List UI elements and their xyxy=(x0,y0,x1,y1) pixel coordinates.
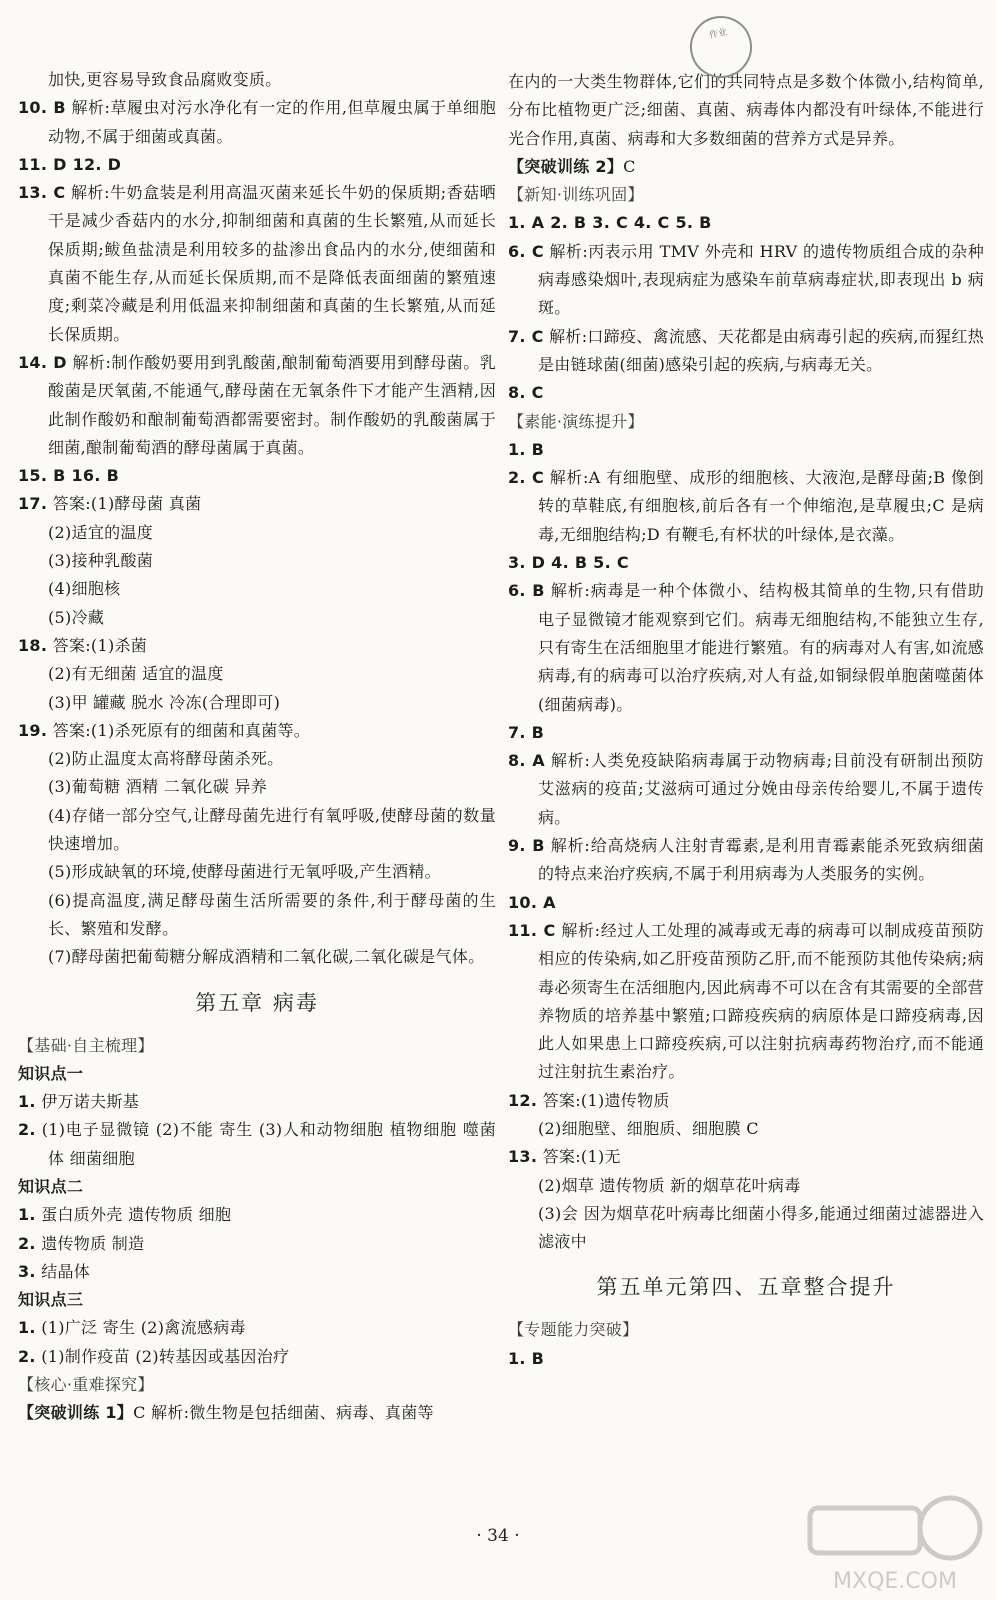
answer-line xyxy=(18,802,496,859)
item-text: 解析:牛奶盒装是利用高温灭菌来延长牛奶的保质期;香菇晒干是减少香菇内的水分,抑制细菌和真菌的生长繁殖,从而延长保质期;鲅鱼盐渍是利用较多的盐渗出食品内的水分,使细菌和真菌不能生存,从而延长保质期,而不是降低表面细菌的繁殖速度;剩菜冷藏是利用低温来抑制细菌和真菌的生长繁殖,从而延长保质期。 xyxy=(48,183,496,344)
answer-line xyxy=(18,660,496,688)
item-number: 6. B xyxy=(508,581,545,601)
answer-line xyxy=(508,1087,984,1115)
answer-line xyxy=(508,238,984,323)
answer-line xyxy=(18,689,496,717)
item-text: (1)电子显微镜 (2)不能 寄生 (3)人和动物细胞 植物细胞 噬菌体 细菌细胞 xyxy=(35,1120,496,1168)
item-text: (2)烟草 遗传物质 新的烟草花叶病毒 xyxy=(538,1175,801,1195)
item-number: 【突破训练 1】 xyxy=(18,1403,134,1423)
answer-line xyxy=(508,1115,984,1143)
item-text: 结晶体 xyxy=(35,1261,91,1281)
item-number: 6. C xyxy=(508,241,544,261)
answer-line xyxy=(508,1200,984,1257)
section-heading: 【专题能力突破】 xyxy=(508,1320,639,1340)
item-text: (7)酵母菌把葡萄糖分解成酒精和二氧化碳,二氧化碳是气体。 xyxy=(48,947,485,967)
answer-line xyxy=(508,323,984,380)
item-number: 1. xyxy=(18,1092,36,1112)
answer-line xyxy=(18,604,496,632)
stamp-text: 作业 xyxy=(708,27,729,42)
answer-line xyxy=(18,349,496,462)
item-text: 解析:口蹄疫、禽流感、天花都是由病毒引起的疾病,而猩红热是由链球菌(细菌)感染引起的疾病,与病毒无关。 xyxy=(538,326,984,374)
item-number: 12. xyxy=(508,1090,538,1110)
answer-line xyxy=(18,1088,496,1116)
chapter-title: 第五章 病毒 xyxy=(195,990,319,1015)
section-heading: 【新知·训练巩固】 xyxy=(508,185,644,205)
item-number: 19. xyxy=(18,720,48,740)
answer-line xyxy=(508,68,984,153)
answer-line xyxy=(18,547,496,575)
left-column xyxy=(18,66,496,1428)
item-text: (2)适宜的温度 xyxy=(48,522,154,542)
item-text: 答案:(1)无 xyxy=(537,1147,621,1167)
item-number: 13. C xyxy=(18,183,66,203)
item-text: (3)接种乳酸菌 xyxy=(48,551,154,571)
answer-line xyxy=(508,1345,984,1373)
knowledge-point-heading: 知识点三 xyxy=(18,1290,84,1310)
item-number: 9. B xyxy=(508,836,545,856)
item-number: 1. A 2. B 3. C 4. C 5. B xyxy=(508,213,712,233)
item-text: C 解析:微生物是包括细菌、病毒、真菌等 xyxy=(133,1403,434,1423)
item-number: 8. A xyxy=(508,751,545,771)
answer-line xyxy=(508,747,984,832)
item-text: 加快,更容易导致食品腐败变质。 xyxy=(48,70,282,89)
item-text: (1)广泛 寄生 (2)禽流感病毒 xyxy=(35,1318,246,1338)
right-column xyxy=(508,68,984,1373)
item-number: 10. B xyxy=(18,98,66,118)
answer-line xyxy=(18,1201,496,1229)
knowledge-point-heading: 知识点二 xyxy=(18,1176,84,1196)
item-number: 13. xyxy=(508,1147,538,1167)
answer-line xyxy=(508,379,984,407)
item-number: 1. B xyxy=(508,439,545,459)
item-text: (3)会 因为烟草花叶病毒比细菌小得多,能通过细菌过滤器进入滤液中 xyxy=(538,1203,984,1252)
answer-line xyxy=(508,719,984,747)
item-text: (3)甲 罐藏 脱水 冷冻(合理即可) xyxy=(48,692,281,712)
item-number: 2. xyxy=(18,1346,36,1366)
item-number: 1. xyxy=(18,1318,36,1338)
item-number: 11. C xyxy=(508,920,556,940)
answer-line xyxy=(508,1143,984,1171)
answer-line xyxy=(18,490,496,518)
item-text: (2)防止温度太高将酵母菌杀死。 xyxy=(48,749,284,769)
item-text: 答案:(1)杀死原有的细菌和真菌等。 xyxy=(47,720,311,740)
item-number: 2. C xyxy=(508,468,545,488)
item-number: 3. xyxy=(18,1261,36,1281)
answer-line xyxy=(18,717,496,745)
item-text: 解析:丙表示用 TMV 外壳和 HRV 的遗传物质组合成的杂种病毒感染烟叶,表现病症为感染车前草病毒症状,即表现出 b 病斑。 xyxy=(538,241,984,318)
answer-line xyxy=(18,632,496,660)
item-number: 15. B 16. B xyxy=(18,466,120,486)
item-number: 1. xyxy=(18,1205,36,1225)
item-text: 解析:人类免疫缺陷病毒属于动物病毒;目前没有研制出预防艾滋病的疫苗;艾滋病可通过分娩由母亲传给婴儿,不属于遗传病。 xyxy=(538,751,984,827)
answer-line xyxy=(508,889,984,917)
item-text: 蛋白质外壳 遗传物质 细胞 xyxy=(35,1205,232,1225)
answer-line xyxy=(18,575,496,603)
answer-line xyxy=(18,745,496,773)
section-heading: 【素能·演练提升】 xyxy=(508,411,644,431)
item-text: (5)形成缺氧的环境,使酵母菌进行无氧呼吸,产生酒精。 xyxy=(48,862,441,882)
item-number: 14. D xyxy=(18,352,67,372)
answer-line xyxy=(508,153,984,181)
answer-line xyxy=(18,462,496,490)
answer-line xyxy=(18,773,496,801)
item-text: (4)细胞核 xyxy=(48,579,121,599)
answer-line xyxy=(508,1172,984,1200)
item-text: 伊万诺夫斯基 xyxy=(35,1092,139,1112)
item-text: 答案:(1)酵母菌 真菌 xyxy=(47,494,202,514)
answer-line xyxy=(18,519,496,547)
item-text: (5)冷藏 xyxy=(48,607,105,627)
section-heading: 【基础·自主梳理】 xyxy=(18,1035,154,1055)
item-text: 遗传物质 制造 xyxy=(35,1233,145,1253)
item-number: 2. xyxy=(18,1233,36,1253)
item-number: 2. xyxy=(18,1120,36,1140)
item-text: 在内的一大类生物群体,它们的共同特点是多数个体微小,结构简单,分布比植物更广泛;细菌、真菌、病毒体内都没有叶绿体,不能进行光合作用,真菌、病毒和大多数细菌的营养方式是异养。 xyxy=(508,72,984,148)
answer-line xyxy=(18,887,496,944)
item-number: 10. A xyxy=(508,892,556,912)
answer-line xyxy=(18,1230,496,1258)
watermark-text: MXQE.COM xyxy=(833,1569,957,1594)
answer-line xyxy=(18,94,496,151)
answer-line xyxy=(18,1116,496,1173)
answer-line xyxy=(18,66,496,94)
item-number: 17. xyxy=(18,494,48,514)
item-text: (4)存储一部分空气,让酵母菌先进行有氧呼吸,使酵母菌的数量快速增加。 xyxy=(48,805,496,854)
answer-line xyxy=(18,1343,496,1371)
answer-line xyxy=(508,436,984,464)
item-text: (6)提高温度,满足酵母菌生活所需要的条件,利于酵母菌的生长、繁殖和发酵。 xyxy=(48,890,496,938)
answer-line xyxy=(18,179,496,349)
item-text: 解析:病毒是一种个体微小、结构极其简单的生物,只有借助电子显微镜才能观察到它们。病毒无细胞结构,不能独立生存,只有寄生在活细胞里才能进行繁殖。有的病毒对人有害,如流感病毒,有的病毒可以治疗疾病,对人有益,如铜绿假单胞菌噬菌体(细菌病毒)。 xyxy=(538,581,984,714)
page-number: · 34 · xyxy=(476,1526,520,1546)
item-number: 7. B xyxy=(508,722,545,742)
item-text: 解析:A 有细胞壁、成形的细胞核、大液泡,是酵母菌;B 像倒转的草鞋底,有细胞核,前后各有一个伸缩泡,是草履虫;C 是病毒,无细胞结构;D 有鞭毛,有杯状的叶绿体,是衣藻。 xyxy=(538,468,984,544)
item-text: 解析:草履虫对污水净化有一定的作用,但草履虫属于单细胞动物,不属于细菌或真菌。 xyxy=(48,98,496,146)
answer-line xyxy=(18,858,496,886)
item-text: (1)制作疫苗 (2)转基因或基因治疗 xyxy=(35,1346,290,1366)
item-text: 答案:(1)遗传物质 xyxy=(537,1090,670,1110)
item-text: 答案:(1)杀菌 xyxy=(47,635,148,655)
answer-line xyxy=(508,832,984,889)
item-number: 3. D 4. B 5. C xyxy=(508,553,629,573)
item-text: (2)有无细菌 适宜的温度 xyxy=(48,664,224,684)
item-text: (3)葡萄糖 酒精 二氧化碳 异养 xyxy=(48,777,268,797)
item-text: 解析:制作酸奶要用到乳酸菌,酿制葡萄酒要用到酵母菌。乳酸菌是厌氧菌,不能通气,酵母菌在无氧条件下才能产生酒精,因此制作酸奶和酿制葡萄酒都需要密封。制作酸奶的乳酸菌属于细菌,酿制葡萄酒的酵母菌属于真菌。 xyxy=(48,352,496,457)
chapter-title: 第五单元第四、五章整合提升 xyxy=(596,1275,896,1300)
answer-line xyxy=(18,151,496,179)
answer-line xyxy=(18,1399,496,1427)
answer-line xyxy=(508,464,984,549)
answer-line xyxy=(18,1314,496,1342)
answer-line xyxy=(18,943,496,971)
item-number: 7. C xyxy=(508,326,544,346)
knowledge-point-heading: 知识点一 xyxy=(18,1063,84,1083)
item-text: 解析:给高烧病人注射青霉素,是利用青霉素能杀死致病细菌的特点来治疗疾病,不属于利用病毒为人类服务的实例。 xyxy=(538,836,984,884)
answer-line xyxy=(508,209,984,237)
answer-line xyxy=(508,549,984,577)
item-text: 解析:经过人工处理的减毒或无毒的病毒可以制成疫苗预防相应的传染病,如乙肝疫苗预防乙肝,而不能预防其他传染病;病毒必须寄生在活细胞内,因此病毒不可以在含有其需要的全部营养物质的培养基中繁殖;口蹄疫疾病的病原体是口蹄疫病毒,因此人如果患上口蹄疫疾病,可以注射抗病毒药物治疗,而不能通过注射抗生素治疗。 xyxy=(538,920,985,1082)
answer-line xyxy=(508,577,984,718)
item-number: 8. C xyxy=(508,383,544,403)
item-text: C xyxy=(623,156,636,176)
answer-line xyxy=(508,917,984,1087)
item-number: 18. xyxy=(18,635,48,655)
item-number: 【突破训练 2】 xyxy=(508,156,624,176)
item-number: 11. D 12. D xyxy=(18,154,122,174)
section-heading: 【核心·重难探究】 xyxy=(18,1375,154,1395)
item-number: 1. B xyxy=(508,1348,545,1368)
answer-line xyxy=(18,1258,496,1286)
item-text: (2)细胞壁、细胞质、细胞膜 C xyxy=(538,1118,759,1138)
